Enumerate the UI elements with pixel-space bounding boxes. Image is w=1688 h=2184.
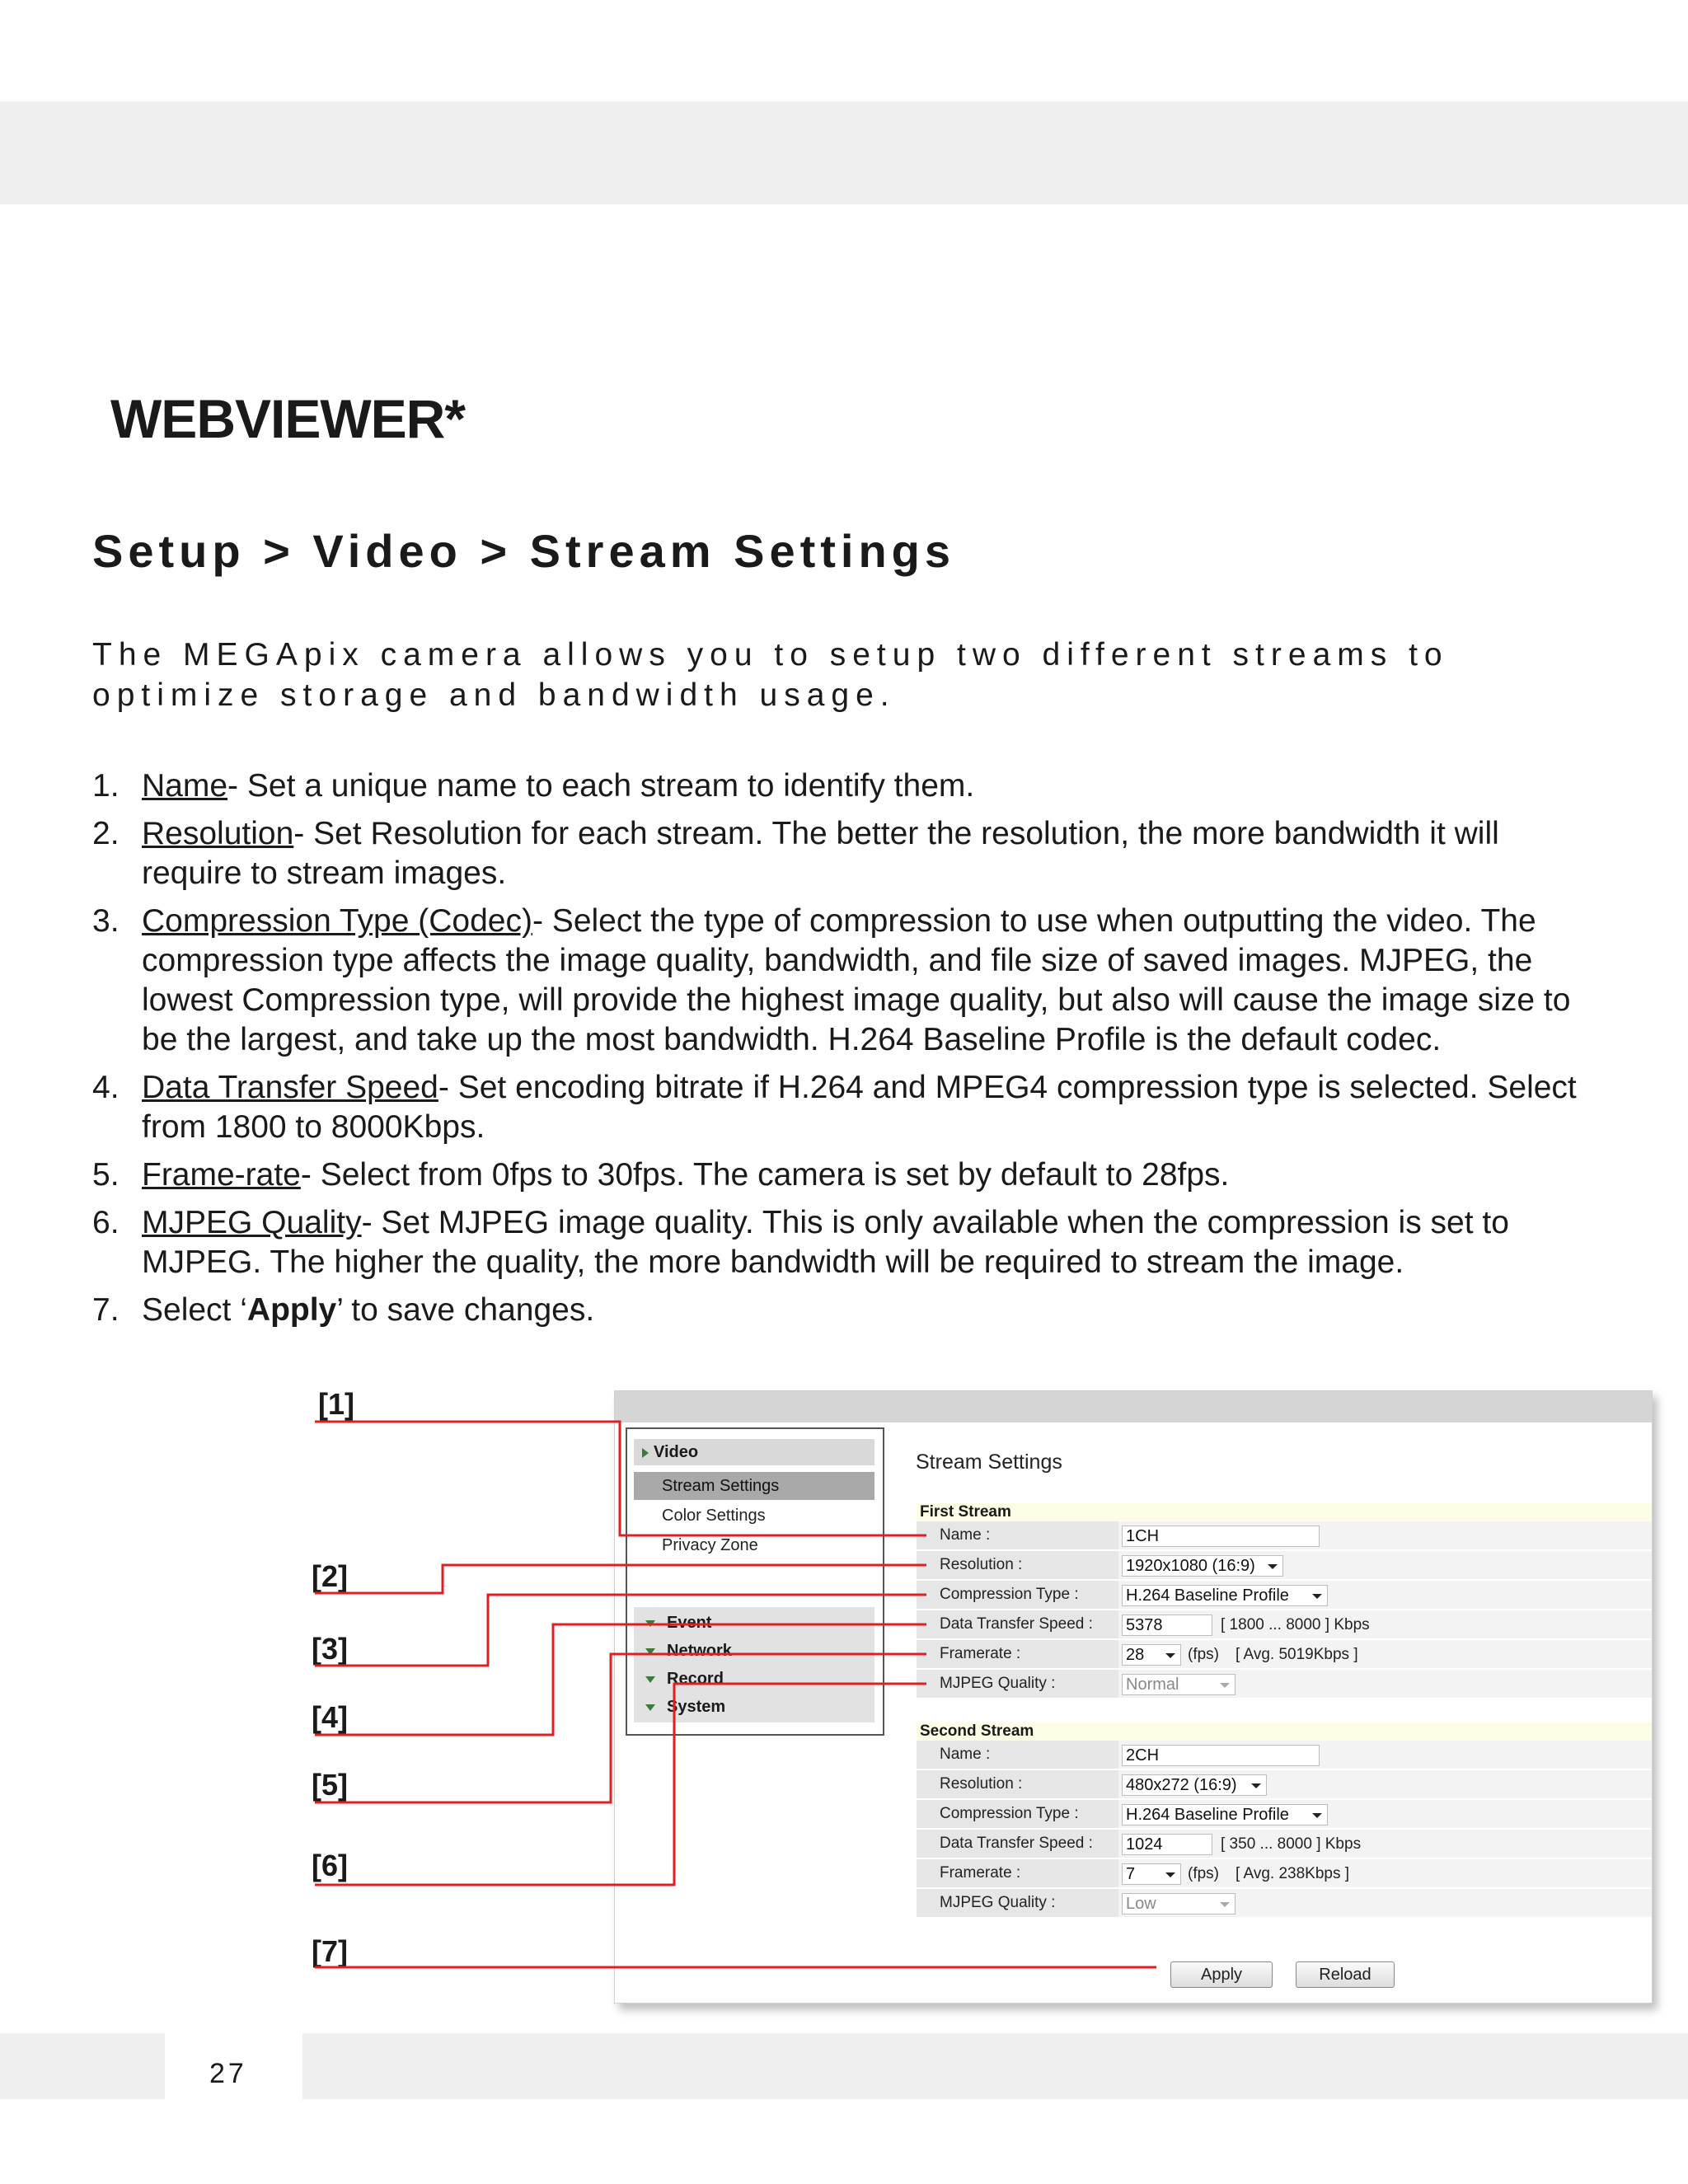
speed-range-note: [ 350 ... 8000 ] Kbps [1221, 1835, 1362, 1853]
second-mjpeg-select[interactable] [1122, 1893, 1236, 1915]
collapse-arrow-icon [645, 1620, 655, 1627]
row-value-cell [1118, 1640, 1652, 1668]
nav-item-color-settings[interactable]: Color Settings [662, 1507, 766, 1525]
mjpeg-value: Normal [1126, 1675, 1179, 1694]
second-framerate-select[interactable] [1122, 1863, 1181, 1885]
first-resolution-select[interactable] [1122, 1555, 1283, 1577]
footer-band-left [0, 2033, 165, 2099]
intro-paragraph: The MEGApix camera allows you to setup two different streams to optimize storage and bandwidth usage. [92, 637, 1449, 713]
step-number: 4. [92, 1070, 120, 1105]
section-heading: Setup > Video > Stream Settings [92, 525, 955, 577]
callout-label-2: [2] [312, 1559, 348, 1593]
row-value-cell [1118, 1859, 1652, 1887]
first-framerate-select[interactable] [1122, 1644, 1181, 1666]
step-text: - Set encoding bitrate if H.264 and MPEG4 compression type is selected. Select from 1800 to 8000Kbps. [142, 1070, 1577, 1145]
step-term: Resolution [142, 816, 294, 851]
row-value-cell [1118, 1521, 1652, 1549]
chevron-down-icon [1165, 1653, 1175, 1658]
second-name-row [917, 1741, 1652, 1770]
callout-label-1: [1] [318, 1387, 354, 1421]
nav-record-label: Record [667, 1670, 724, 1688]
step-term: Data Transfer Speed [142, 1070, 438, 1105]
second-stream-heading: Second Stream [917, 1722, 1652, 1741]
compression-label: Compression Type : [940, 1586, 1079, 1603]
apply-button[interactable]: Apply [1170, 1961, 1273, 1988]
second-mjpeg-row [917, 1889, 1652, 1919]
collapse-arrow-icon [645, 1676, 655, 1683]
chevron-down-icon [1312, 1813, 1322, 1818]
step-text: - Set a unique name to each stream to identify them. [227, 768, 975, 804]
resolution-value: 480x272 (16:9) [1126, 1776, 1237, 1794]
row-value-cell [1118, 1830, 1652, 1858]
list-item [92, 814, 1592, 893]
nav-item-network[interactable] [634, 1637, 874, 1665]
footer-band-right [302, 2033, 1688, 2099]
chevron-down-icon [1251, 1783, 1261, 1788]
resolution-label: Resolution : [940, 1775, 1023, 1793]
resolution-label: Resolution : [940, 1556, 1023, 1573]
framerate-value: 7 [1126, 1865, 1136, 1883]
resolution-value: 1920x1080 (16:9) [1126, 1557, 1255, 1575]
nav-event-label: Event [667, 1614, 712, 1632]
step-text: - Select the type of compression to use when outputting the video. The compression type affects the image quality, bandwidth, and file size of saved images. MJPEG, the lowest Compression type, will provide the highest image quality, but also will cause the image size to be the largest, and take up the most bandwidth. H.264 Baseline Profile is the default codec. [142, 903, 1571, 1057]
row-value-cell [1118, 1670, 1652, 1698]
compression-value: H.264 Baseline Profile [1126, 1586, 1289, 1605]
chevron-down-icon [1268, 1564, 1278, 1569]
step-number: 5. [92, 1157, 120, 1193]
speed-label: Data Transfer Speed : [940, 1615, 1093, 1633]
framerate-avg-note: [ Avg. 5019Kbps ] [1236, 1646, 1358, 1663]
step-text-post: ’ to save changes. [336, 1292, 595, 1328]
header-band [0, 101, 1688, 204]
list-item [92, 1291, 1592, 1330]
second-name-input[interactable]: 2CH [1122, 1745, 1320, 1766]
step-number: 1. [92, 768, 120, 804]
second-compression-row [917, 1800, 1652, 1830]
step-term: Compression Type (Codec) [142, 903, 532, 939]
callout-label-5: [5] [312, 1768, 348, 1802]
step-text: - Set Resolution for each stream. The better the resolution, the more bandwidth it will require to stream images. [142, 816, 1499, 891]
list-item [92, 766, 1592, 806]
row-value-cell [1118, 1581, 1652, 1609]
step-number: 3. [92, 903, 120, 939]
step-number: 6. [92, 1205, 120, 1240]
row-value-cell [1118, 1610, 1652, 1638]
callout-label-4: [4] [312, 1700, 348, 1734]
mjpeg-label: MJPEG Quality : [940, 1894, 1056, 1911]
step-text: - Set MJPEG image quality. This is only available when the compression is set to MJPEG. The higher the quality, the more bandwidth will be required to stream the image. [142, 1205, 1509, 1280]
nav-item-event[interactable] [634, 1609, 874, 1637]
name-label: Name : [940, 1746, 991, 1763]
chevron-down-icon [1312, 1594, 1322, 1599]
list-item [92, 1068, 1592, 1147]
chevron-down-icon [1220, 1683, 1230, 1688]
framerate-label: Framerate : [940, 1864, 1021, 1882]
compression-label: Compression Type : [940, 1805, 1079, 1822]
framerate-label: Framerate : [940, 1645, 1021, 1662]
collapse-arrow-icon [645, 1704, 655, 1711]
row-value-cell [1118, 1741, 1652, 1769]
list-item [92, 1155, 1592, 1195]
first-mjpeg-select[interactable] [1122, 1674, 1236, 1695]
speed-range-note: [ 1800 ... 8000 ] Kbps [1221, 1616, 1370, 1633]
expand-arrow-icon [642, 1448, 649, 1458]
nav-item-system[interactable] [634, 1693, 874, 1721]
speed-label: Data Transfer Speed : [940, 1835, 1093, 1852]
setup-nav-menu [626, 1427, 884, 1736]
first-name-row [917, 1521, 1652, 1551]
fps-unit: (fps) [1188, 1646, 1219, 1663]
second-compression-select[interactable] [1122, 1804, 1328, 1825]
stream-settings-screenshot [614, 1390, 1653, 2004]
first-compression-select[interactable] [1122, 1585, 1328, 1606]
nav-item-video[interactable] [634, 1439, 874, 1465]
chevron-down-icon [1165, 1872, 1175, 1877]
first-name-input[interactable]: 1CH [1122, 1526, 1320, 1547]
nav-item-record[interactable] [634, 1665, 874, 1693]
row-value-cell [1118, 1551, 1652, 1579]
callout-label-3: [3] [312, 1632, 348, 1666]
first-resolution-row [917, 1551, 1652, 1581]
nav-collapsed-groups [634, 1607, 874, 1722]
chevron-down-icon [1220, 1902, 1230, 1907]
row-value-cell [1118, 1770, 1652, 1798]
step-term: MJPEG Quality [142, 1205, 362, 1240]
panel-title: Stream Settings [916, 1451, 1062, 1474]
framerate-avg-note: [ Avg. 238Kbps ] [1236, 1865, 1350, 1882]
nav-network-label: Network [667, 1642, 732, 1660]
second-resolution-row [917, 1770, 1652, 1800]
fps-unit: (fps) [1188, 1865, 1219, 1882]
steps-list [92, 766, 1592, 1338]
callout-label-6: [6] [312, 1849, 348, 1882]
compression-value: H.264 Baseline Profile [1126, 1806, 1289, 1824]
reload-button[interactable]: Reload [1296, 1961, 1395, 1988]
step-term: Frame-rate [142, 1157, 301, 1193]
step-number: 7. [92, 1292, 120, 1328]
collapse-arrow-icon [645, 1648, 655, 1655]
framerate-value: 28 [1126, 1646, 1145, 1664]
second-resolution-select[interactable] [1122, 1774, 1267, 1796]
list-item [92, 1203, 1592, 1282]
callout-label-7: [7] [312, 1934, 348, 1968]
step-number: 2. [92, 816, 120, 851]
first-framerate-row [917, 1640, 1652, 1670]
first-mjpeg-row [917, 1670, 1652, 1699]
second-framerate-row [917, 1859, 1652, 1889]
ui-top-bar [615, 1391, 1652, 1422]
second-speed-input[interactable]: 1024 [1122, 1834, 1212, 1855]
step-apply-bold: Apply [246, 1292, 337, 1328]
name-label: Name : [940, 1526, 991, 1544]
second-speed-row [917, 1830, 1652, 1859]
mjpeg-label: MJPEG Quality : [940, 1675, 1056, 1692]
page-number: 27 [209, 2058, 247, 2089]
first-speed-row [917, 1610, 1652, 1640]
nav-video-label: Video [654, 1443, 699, 1461]
first-stream-heading: First Stream [917, 1503, 1652, 1521]
first-compression-row [917, 1581, 1652, 1610]
mjpeg-value: Low [1126, 1895, 1156, 1913]
step-text-pre: Select ‘ [142, 1292, 247, 1328]
nav-item-stream-settings[interactable]: Stream Settings [634, 1472, 874, 1500]
nav-system-label: System [667, 1698, 726, 1716]
document-title: WEBVIEWER* [110, 388, 466, 449]
nav-item-privacy-zone[interactable]: Privacy Zone [662, 1536, 758, 1554]
list-item [92, 902, 1592, 1060]
row-value-cell [1118, 1889, 1652, 1917]
step-text: - Select from 0fps to 30fps. The camera is set by default to 28fps. [300, 1157, 1230, 1193]
row-value-cell [1118, 1800, 1652, 1828]
step-term: Name [142, 768, 228, 804]
first-speed-input[interactable]: 5378 [1122, 1615, 1212, 1636]
